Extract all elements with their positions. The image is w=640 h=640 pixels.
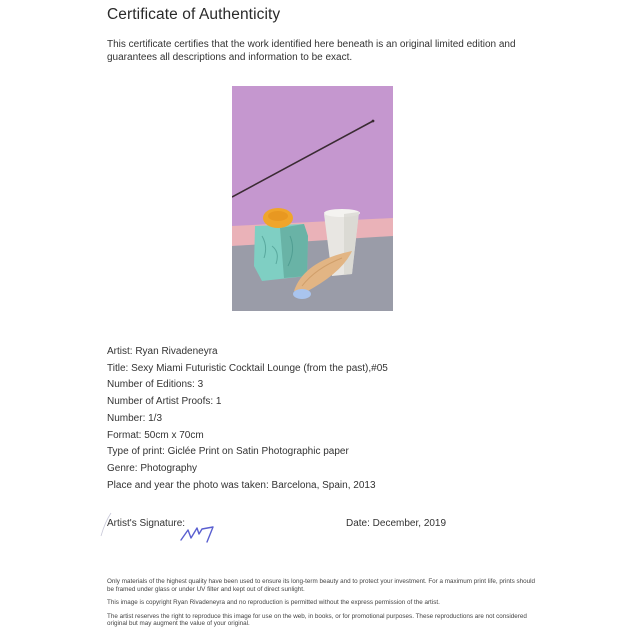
- fine-print-reproduction-rights: The artist reserves the right to reproduce this image for use on the web, in books, or for promotional purposes. These reproductions are not considered original but may augment the value of your original.: [107, 612, 527, 628]
- signature-row: [107, 518, 467, 548]
- detail-title: Title: Sexy Miami Futuristic Cocktail Lounge (from the past),#05: [107, 362, 388, 374]
- artwork-details-list: [107, 344, 388, 494]
- detail-artist: Artist: Ryan Rivadeneyra: [107, 346, 218, 357]
- fine-print-materials: Only materials of the highest quality have been used to ensure its long-term beauty and to protect your investment. For a maximum print life, prints should be framed under glass or under UV filter and kept out of direct sunlight.: [107, 578, 536, 593]
- signature-label: Artist's Signature:: [107, 518, 186, 529]
- detail-number-of-artist-proofs: Number of Artist Proofs: 1: [107, 396, 222, 408]
- certificate-title: Certificate of Authenticity: [107, 6, 281, 23]
- certificate-intro: This certificate certifies that the work identified here beneath is an original limited edition and guarantees all descriptions and information to be exact.: [107, 39, 516, 63]
- artist-signature-icon: [179, 522, 219, 544]
- detail-number-of-editions: Number of Editions: 3: [107, 379, 204, 391]
- detail-genre: Genre: Photography: [107, 462, 198, 474]
- certificate-date: Date: December, 2019: [346, 518, 447, 529]
- detail-format: Format: 50cm x 70cm: [107, 429, 204, 441]
- fine-print-copyright: This image is copyright Ryan Rivadeneyra and no reproduction is permitted without the express permission of the artist.: [107, 599, 440, 607]
- detail-place-and-year: Place and year the photo was taken: Barcelona, Spain, 2013: [107, 479, 376, 491]
- detail-type-of-print: Type of print: Giclée Print on Satin Photographic paper: [107, 446, 349, 458]
- detail-number: Number: 1/3: [107, 412, 163, 424]
- fine-print: [107, 578, 537, 634]
- artwork-photo: [232, 86, 393, 311]
